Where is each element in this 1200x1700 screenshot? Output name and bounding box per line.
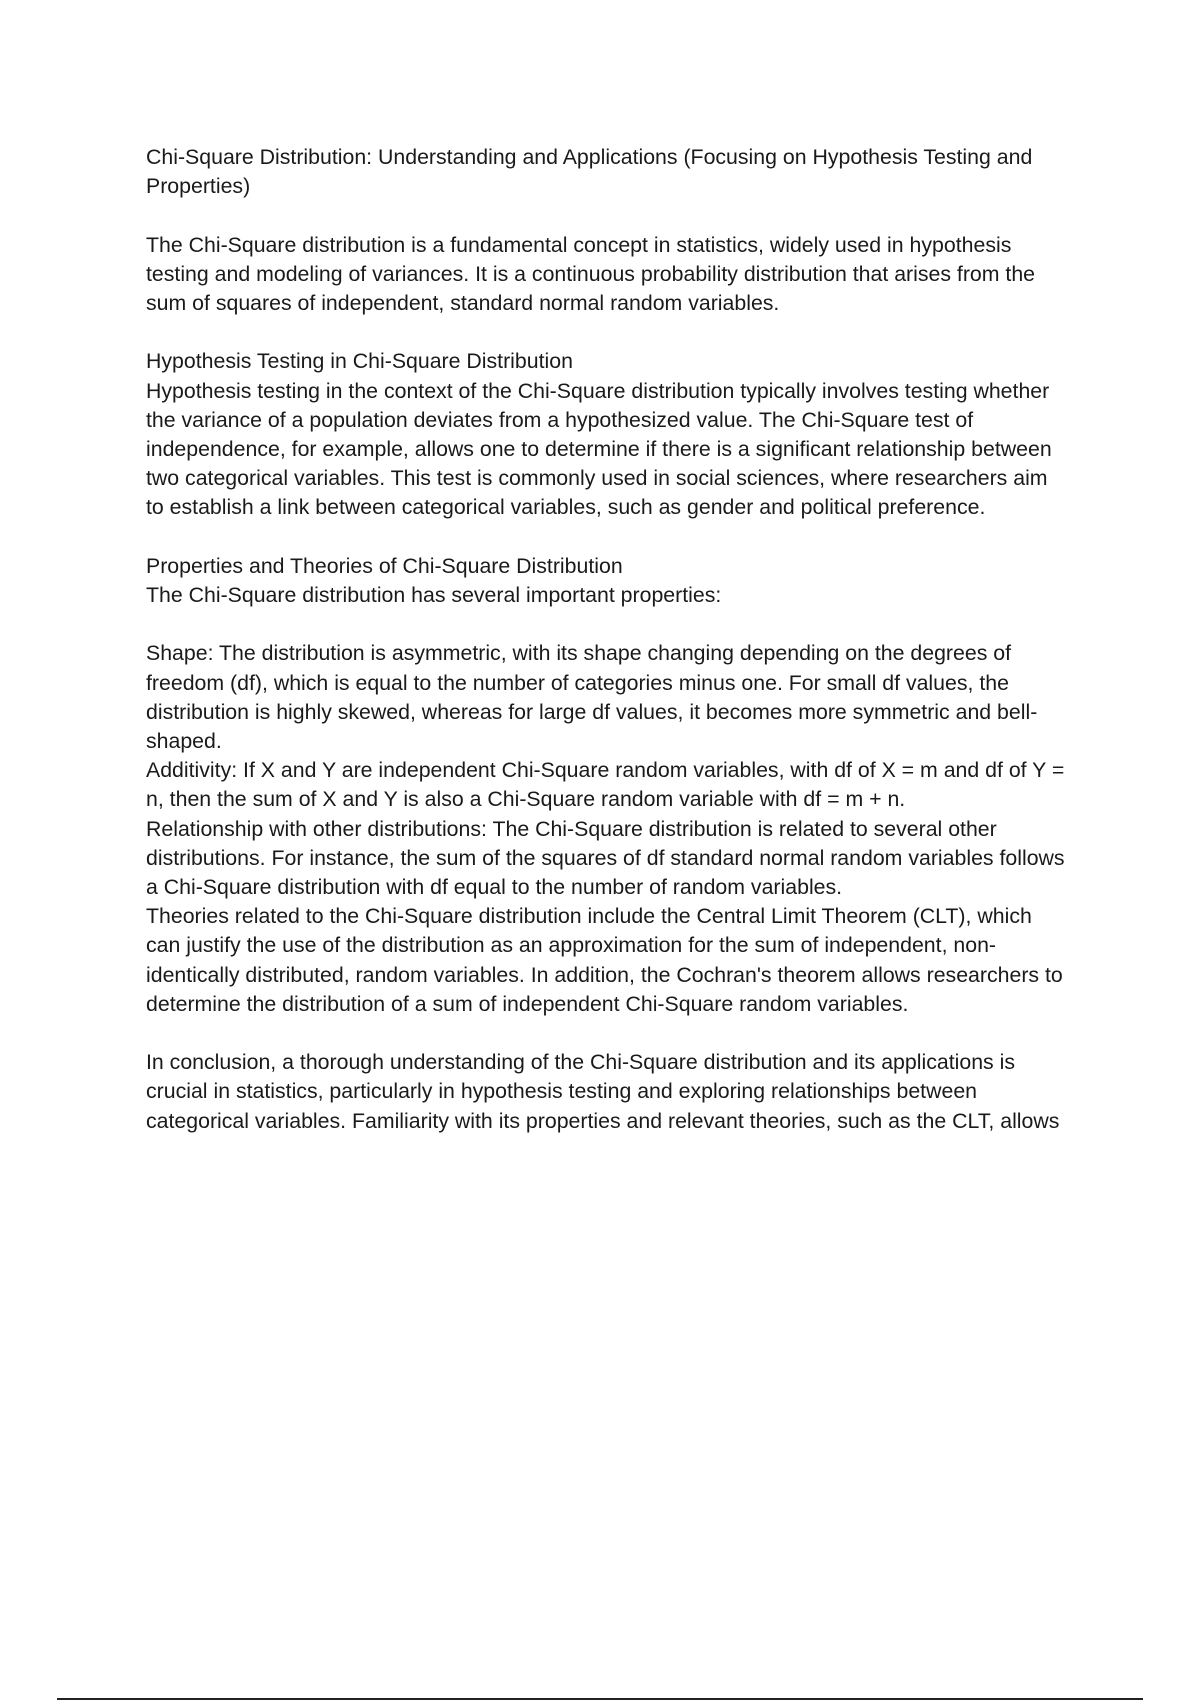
list-item-relationship: Relationship with other distributions: The Chi-Square distribution is related to several other distributions. For instance, the sum of the squares of df standard normal random variables follows a Chi-Square distribution with df equal to the number of random variables.: [146, 816, 1065, 900]
hypothesis-section: [146, 347, 1066, 522]
document-title: Chi-Square Distribution: Understanding and Applications (Focusing on Hypothesis Testing and Properties): [146, 145, 1033, 199]
hypothesis-body: Hypothesis testing in the context of the Chi-Square distribution typically involves testing whether the variance of a population deviates from a hypothesized value. The Chi-Square test of independence, for example, allows one to determine if there is a significant relationship between two categorical variables. This test is commonly used in social sciences, where researchers aim to establish a link between categorical variables, such as gender and political preference.: [146, 378, 1052, 520]
hypothesis-heading: Hypothesis Testing in Chi-Square Distribution: [146, 349, 573, 374]
list-item-shape: Shape: The distribution is asymmetric, with its shape changing depending on the degrees of freedom (df), which is equal to the number of categories minus one. For small df values, the distribution is highly skewed, whereas for large df values, it becomes more symmetric and bell-shaped.: [146, 641, 1038, 753]
intro-paragraph: The Chi-Square distribution is a fundamental concept in statistics, widely used in hypothesis testing and modeling of variances. It is a continuous probability distribution that arises from the sum of squares of independent, standard normal random variables.: [146, 232, 1036, 315]
properties-lead: The Chi-Square distribution has several important properties:: [146, 583, 722, 607]
list-item-theories: Theories related to the Chi-Square distribution include the Central Limit Theorem (CLT), which can justify the use of the distribution as an approximation for the sum of independent, non-identically distributed, random variables. In addition, the Cochran's theorem allows researchers to determine the distribution of a sum of independent Chi-Square random variables.: [146, 904, 1063, 1016]
document-page: [146, 143, 1066, 1165]
conclusion-paragraph: In conclusion, a thorough understanding of the Chi-Square distribution and its applications is crucial in statistics, particularly in hypothesis testing and exploring relationships between categorical variables. Familiarity with its properties and relevant theories, such as the CLT, allows: [146, 1050, 1060, 1133]
list-item-additivity: Additivity: If X and Y are independent Chi-Square random variables, with df of X = m and df of Y = n, then the sum of X and Y is also a Chi-Square random variable with df = m + n.: [146, 758, 1065, 812]
properties-list: [146, 639, 1066, 1019]
properties-heading: Properties and Theories of Chi-Square Distribution: [146, 553, 623, 578]
properties-section: [146, 552, 1066, 610]
